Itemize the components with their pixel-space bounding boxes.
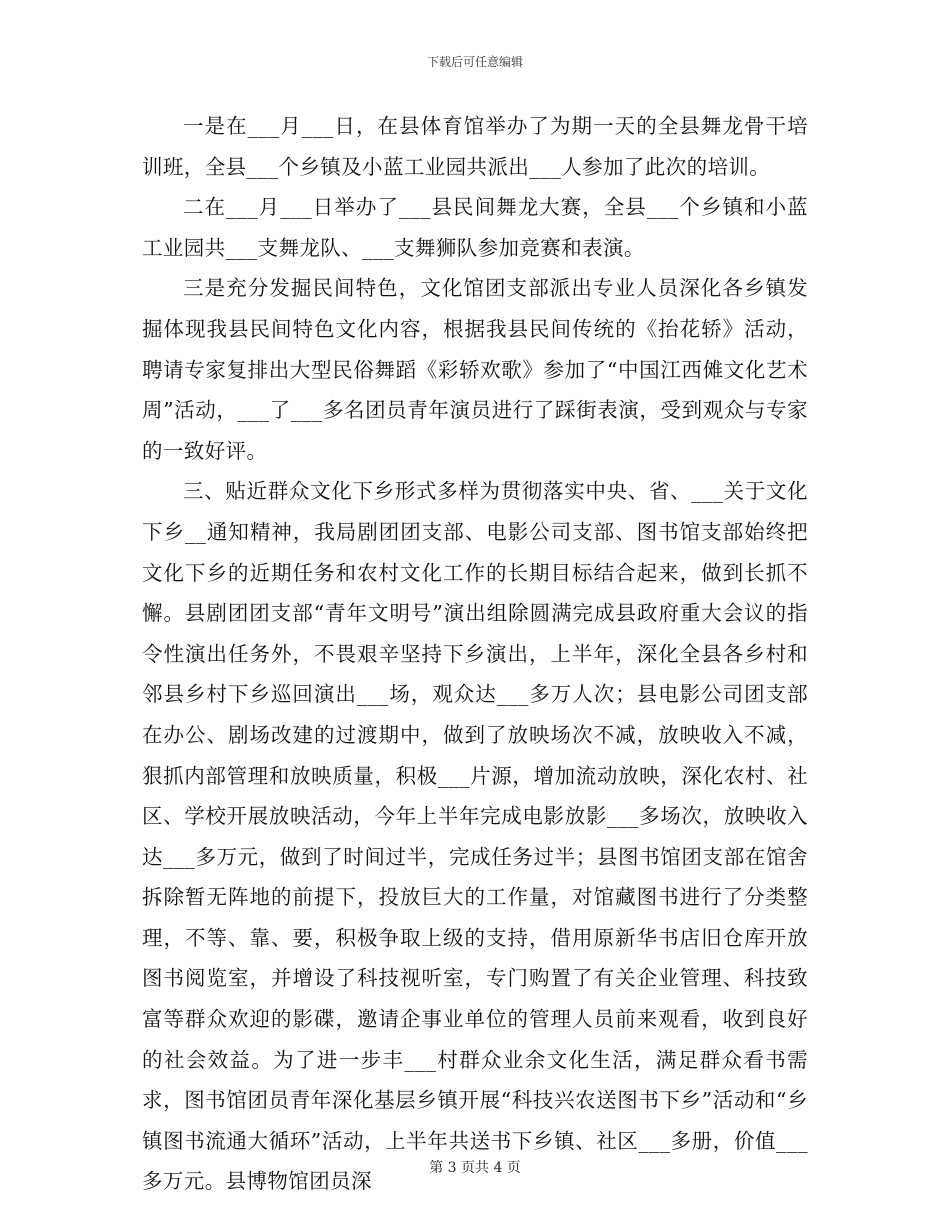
page-number: 第 3 页共 4 页 — [429, 1160, 521, 1176]
page-header: 下载后可任意编辑 — [426, 55, 523, 69]
paragraph-4: 三、贴近群众文化下乡形式多样为贯彻落实中央、省、___关于文化下乡__通知精神，我局剧团团支部、电影公司支部、图书馆支部始终把文化下乡的近期任务和农村文化工作的长期目标结合起来，做到长抓不懈。县剧团团支部“青年文明号”演出组除圆满完成县政府重大会议的指令性演出任务外，不畏艰辛坚持下乡演出，上半年，深化全县各乡村和邻县乡村下乡巡回演出___场，观众达___多万人次；县电影公司团支部在办公、剧场改建的过渡期中，做到了放映场次不减，放映收入不减，狠抓内部管理和放映质量，积极___片源，增加流动放映，深化农村、社区、学校开展放映活动，今年上半年完成电影放影___多场次，放映收入达___多万元，做到了时间过半，完成任务过半；县图书馆团支部在馆舍拆除暂无阵地的前提下，投放巨大的工作量，对馆藏图书进行了分类整理，不等、靠、要，积极争取上级的支持，借用原新华书店旧仓库开放图书阅览室，并增设了科技视听室，专门购置了有关企业管理、科技致富等群众欢迎的影碟，邀请企事业单位的管理人员前来观看，收到良好的社会效益。为了进一步丰___村群众业余文化生活，满足群众看书需求，图书馆团员青年深化基层乡镇开展“科技兴农送图书下乡”活动和“乡镇图书流通大循环”活动，上半年共送书下乡镇、社区___多册，价值___多万元。县博物馆团员深 — [142, 479, 808, 1194]
document-body — [142, 106, 808, 1202]
paragraph-1: 一是在___月___日，在县体育馆举办了为期一天的全县舞龙骨干培训班，全县___个乡镇及小蓝工业园共派出___人参加了此次的培训。 — [142, 114, 808, 179]
paragraph-2: 二在___月___日举办了___县民间舞龙大赛，全县___个乡镇和小蓝工业园共___支舞龙队、___支舞狮队参加竞赛和表演。 — [142, 195, 808, 260]
paragraph-3: 三是充分发掘民间特色，文化馆团支部派出专业人员深化各乡镇发掘体现我县民间特色文化内容，根据我县民间传统的《抬花轿》活动，聘请专家复排出大型民俗舞蹈《彩轿欢歌》参加了“中国江西傩文化艺术周”活动，___了___多名团员青年演员进行了踩街表演，受到观众与专家的一致好评。 — [142, 276, 808, 463]
